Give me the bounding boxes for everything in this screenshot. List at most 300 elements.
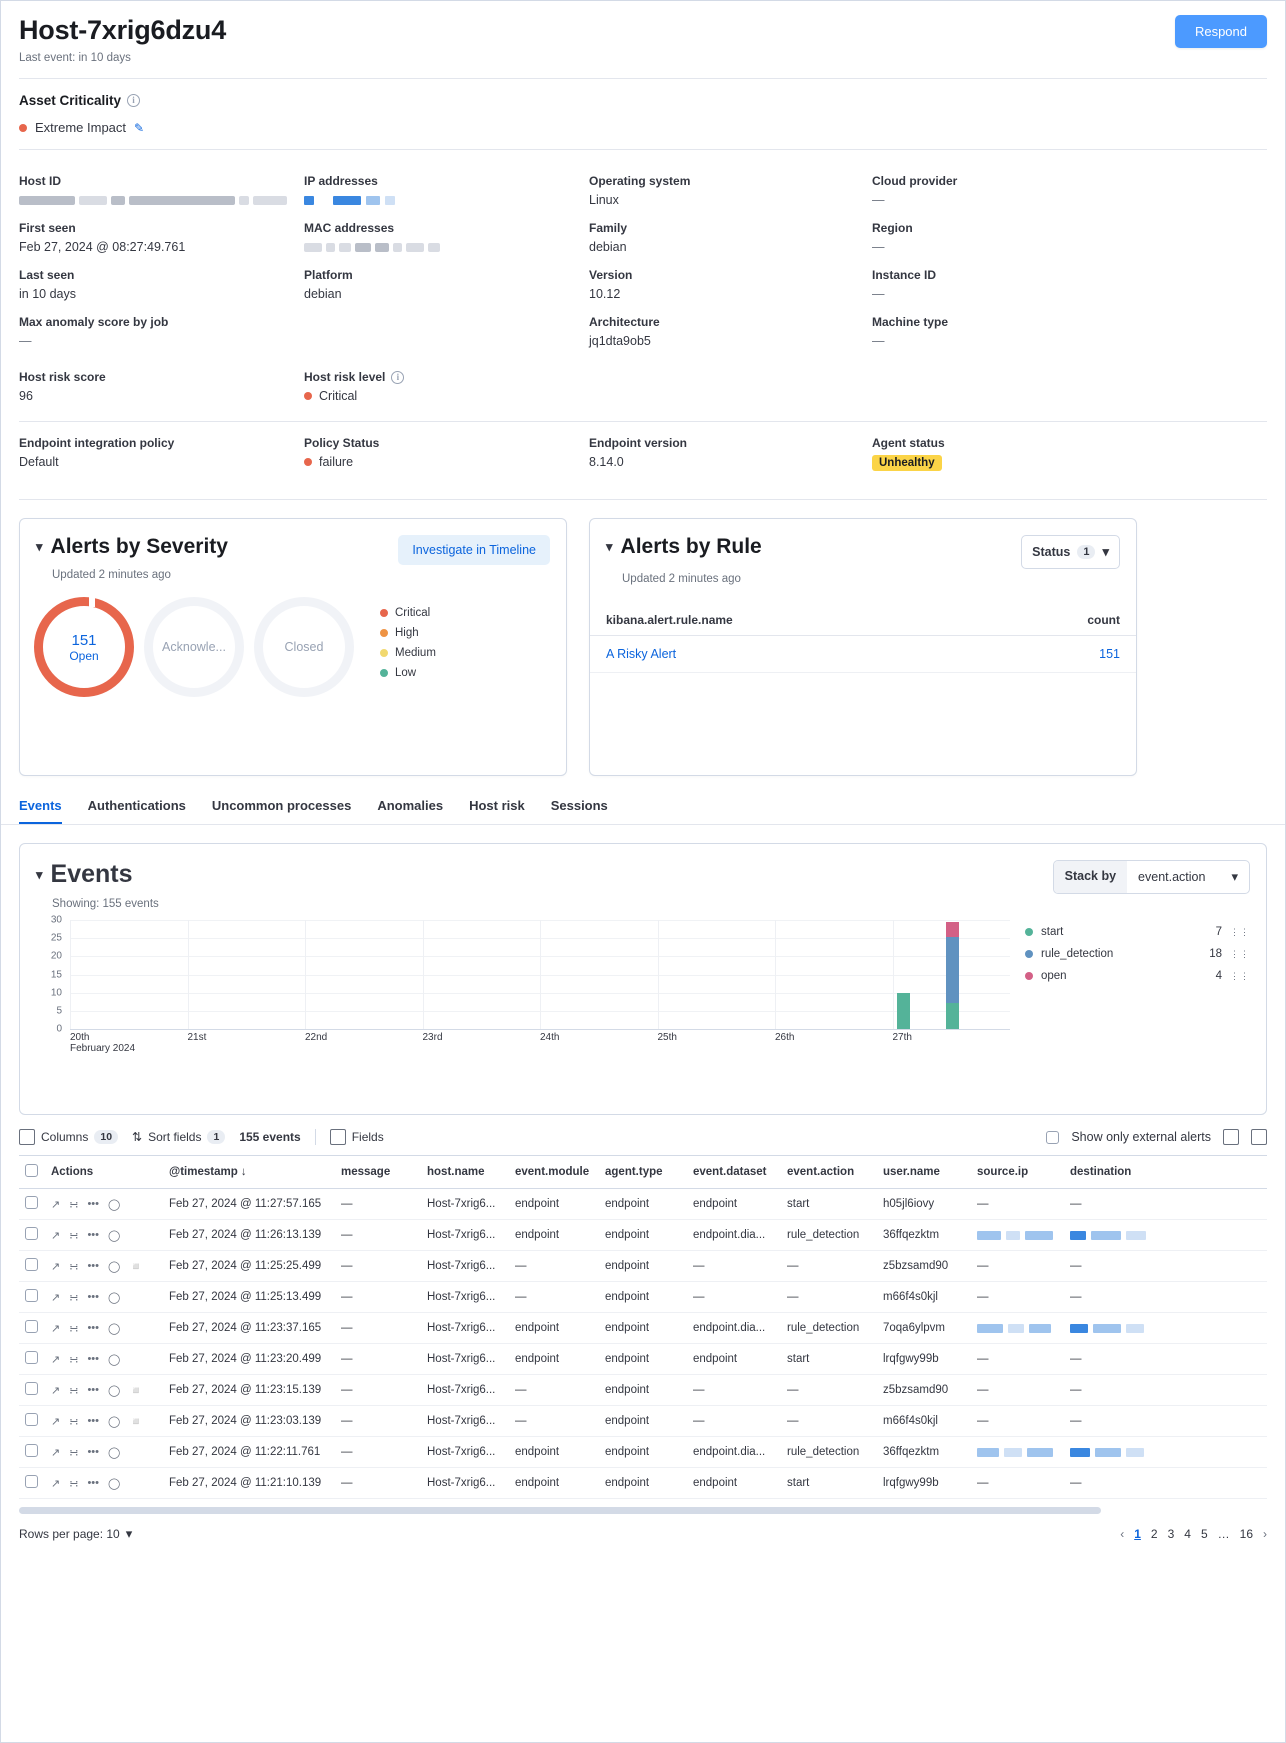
family-label: Family [589, 221, 628, 236]
cell-source-ip [971, 1437, 1064, 1468]
cell-host-name[interactable]: Host-7xrig6... [421, 1344, 509, 1375]
analyze-event-icon[interactable]: ∺ [69, 1260, 79, 1273]
session-view-icon[interactable]: ◯ [108, 1291, 121, 1304]
cell-event-module: endpoint [509, 1344, 599, 1375]
page-5[interactable]: 5 [1200, 1527, 1208, 1542]
cell-user-name[interactable]: h05jl6iovy [877, 1189, 971, 1220]
cell-event-dataset: endpoint.dia... [687, 1437, 781, 1468]
rule-panel-header [590, 519, 1136, 569]
region-value: — [872, 240, 885, 255]
row-checkbox[interactable] [25, 1475, 38, 1488]
cell-source-ip: — [971, 1406, 1064, 1437]
legend-item-low[interactable] [380, 667, 436, 679]
cell-agent-type: endpoint [599, 1189, 687, 1220]
sort-fields-button[interactable] [132, 1130, 225, 1144]
bar-open [946, 922, 959, 937]
cloud-provider-label: Cloud provider [872, 174, 958, 189]
risk-row-spacer-2 [872, 348, 1155, 403]
session-view-icon[interactable]: ◯ [108, 1477, 121, 1490]
chart-legend [1025, 926, 1250, 992]
endpoint-policy-block [19, 422, 304, 471]
tab-authentications[interactable]: Authentications [87, 798, 186, 814]
cell-source-ip: — [971, 1468, 1064, 1499]
cell-timestamp: Feb 27, 2024 @ 11:23:03.139 [163, 1406, 335, 1437]
platform-value: debian [304, 287, 342, 302]
events-histogram-panel [19, 843, 1267, 1115]
cell-host-name[interactable]: Host-7xrig6... [421, 1220, 509, 1251]
ytick-0: 0 [56, 1023, 62, 1035]
col-event-dataset[interactable]: event.dataset [687, 1156, 781, 1189]
table-toolbar [19, 1129, 1267, 1145]
machine-type-label: Machine type [872, 315, 949, 330]
analyze-event-icon[interactable]: ∺ [69, 1446, 79, 1459]
mac-addresses-value [304, 240, 579, 254]
analyze-event-icon[interactable]: ∺ [69, 1477, 79, 1490]
events-table [19, 1155, 1267, 1499]
alert-panels [1, 500, 1285, 776]
ytick-30: 30 [50, 914, 62, 926]
table-row[interactable] [19, 1437, 1267, 1468]
alerts-by-rule-panel [589, 518, 1137, 776]
more-actions-icon[interactable]: ••• [87, 1384, 99, 1397]
next-page-button[interactable]: › [1263, 1527, 1267, 1542]
version-value: 10.12 [589, 287, 621, 302]
cell-agent-type: endpoint [599, 1282, 687, 1313]
severity-panel-title: Alerts by Severity [50, 535, 228, 559]
endpoint-fields-row [1, 422, 1285, 481]
expand-icon[interactable]: ↗ [51, 1477, 61, 1490]
criticality-level: Extreme Impact [35, 120, 127, 136]
host-risk-level-label-row [304, 370, 579, 384]
col-user-name[interactable]: user.name [877, 1156, 971, 1189]
horizontal-scrollbar[interactable] [19, 1507, 1101, 1514]
cell-user-name[interactable]: z5bzsamd90 [877, 1375, 971, 1406]
row-checkbox[interactable] [25, 1196, 38, 1209]
session-view-icon[interactable]: ◯ [108, 1353, 121, 1366]
status-filter-count: 1 [1077, 545, 1095, 559]
risk-level-info-icon[interactable]: i [391, 371, 404, 384]
host-risk-level-block [304, 348, 589, 403]
prev-page-button[interactable]: ‹ [1120, 1527, 1125, 1542]
chart-legend-menu-icon[interactable]: ⋮⋮ [1230, 970, 1250, 981]
cell-event-module: — [509, 1251, 599, 1282]
analyze-event-icon[interactable]: ∺ [69, 1415, 79, 1428]
chart-legend-label-open: open [1041, 970, 1067, 983]
cell-source-ip [971, 1313, 1064, 1344]
cell-event-action: rule_detection [781, 1220, 877, 1251]
events-chart [36, 914, 1250, 1055]
chart-legend-item-start[interactable] [1025, 926, 1250, 938]
stack-by-value[interactable] [1127, 861, 1249, 893]
open-in-new-icon[interactable]: ◽ [129, 1415, 144, 1428]
analyze-event-icon[interactable]: ∺ [69, 1353, 79, 1366]
host-risk-level-value-row [304, 389, 579, 403]
max-anomaly-value: — [19, 334, 32, 349]
chevron-down-icon[interactable]: ▾ [36, 866, 43, 882]
ytick-15: 15 [50, 969, 62, 981]
analyze-event-icon[interactable]: ∺ [69, 1384, 79, 1397]
more-actions-icon[interactable]: ••• [87, 1198, 99, 1211]
region-label: Region [872, 221, 913, 236]
events-table-body [19, 1189, 1267, 1499]
table-row[interactable] [19, 1251, 1267, 1282]
host-risk-row [1, 348, 1285, 403]
investigate-in-timeline-button[interactable]: Investigate in Timeline [398, 535, 550, 565]
row-checkbox[interactable] [25, 1444, 38, 1457]
row-checkbox[interactable] [25, 1320, 38, 1333]
row-checkbox[interactable] [25, 1413, 38, 1426]
xlab-27th: 27th [892, 1032, 912, 1044]
instance-id-value: — [872, 287, 885, 302]
xlab-20th: 20th [70, 1032, 90, 1044]
col-agent-type[interactable]: agent.type [599, 1156, 687, 1189]
cell-event-action: — [781, 1282, 877, 1313]
chevron-down-icon[interactable]: ▾ [606, 539, 613, 555]
legend-item-high[interactable] [380, 627, 436, 639]
table-row[interactable] [19, 1313, 1267, 1344]
cell-host-name[interactable]: Host-7xrig6... [421, 1375, 509, 1406]
last-event-text: Last event: in 10 days [19, 52, 131, 65]
cell-timestamp: Feb 27, 2024 @ 11:27:57.165 [163, 1189, 335, 1220]
first-seen-value: Feb 27, 2024 @ 08:27:49.761 [19, 240, 186, 255]
chart-legend-item-open[interactable] [1025, 970, 1250, 982]
cell-event-module: endpoint [509, 1220, 599, 1251]
table-row[interactable] [19, 1375, 1267, 1406]
cell-message: — [335, 1375, 421, 1406]
xlab-25th: 25th [657, 1032, 677, 1044]
table-row[interactable] [19, 1189, 1267, 1220]
cell-message: — [335, 1344, 421, 1375]
density-icon[interactable] [1223, 1129, 1239, 1145]
events-table-header-row [19, 1156, 1267, 1189]
col-destination[interactable]: destination [1064, 1156, 1267, 1189]
info-icon[interactable]: i [127, 94, 140, 107]
cell-destination: — [1064, 1282, 1267, 1313]
expand-icon[interactable]: ↗ [51, 1260, 61, 1273]
expand-icon[interactable]: ↗ [51, 1291, 61, 1304]
chart-y-axis [36, 914, 66, 1035]
severity-panel-header [20, 519, 566, 565]
chevron-down-icon[interactable]: ▾ [36, 539, 43, 555]
legend-item-critical[interactable] [380, 607, 436, 619]
endpoint-policy-value: Default [19, 455, 59, 470]
cell-host-name[interactable]: Host-7xrig6... [421, 1468, 509, 1499]
analyze-event-icon[interactable]: ∺ [69, 1229, 79, 1242]
host-risk-level-label: Host risk level [304, 370, 386, 385]
tab-host-risk[interactable]: Host risk [469, 798, 525, 814]
cell-timestamp: Feb 27, 2024 @ 11:23:15.139 [163, 1375, 335, 1406]
risk-level-dot [304, 392, 312, 400]
row-checkbox[interactable] [25, 1382, 38, 1395]
endpoint-policy-label: Endpoint integration policy [19, 436, 175, 451]
col-host-name[interactable]: host.name [421, 1156, 509, 1189]
open-in-new-icon[interactable]: ◽ [129, 1384, 144, 1397]
columns-button[interactable] [19, 1129, 118, 1145]
cell-event-dataset: — [687, 1282, 781, 1313]
cell-user-name[interactable]: m66f4s0kjl [877, 1406, 971, 1437]
severity-panel-title-row [36, 535, 228, 559]
bar-start-prev [897, 993, 910, 1029]
risk-row-spacer-1 [589, 348, 872, 403]
fullscreen-icon[interactable] [1251, 1129, 1267, 1145]
rule-col-name: kibana.alert.rule.name [606, 613, 733, 628]
cell-user-name[interactable]: 36ffqezktm [877, 1220, 971, 1251]
row-checkbox[interactable] [25, 1289, 38, 1302]
more-actions-icon[interactable]: ••• [87, 1260, 99, 1273]
tab-uncommon-processes[interactable]: Uncommon processes [211, 798, 352, 814]
policy-status-value: failure [319, 455, 354, 470]
analyze-event-icon[interactable]: ∺ [69, 1198, 79, 1211]
cell-message: — [335, 1220, 421, 1251]
expand-icon[interactable]: ↗ [51, 1229, 61, 1242]
xlab-23rd: 23rd [422, 1032, 443, 1044]
events-count-text: 155 events [239, 1130, 301, 1145]
respond-button[interactable]: Respond [1175, 15, 1267, 48]
events-title: Events [50, 860, 133, 889]
chart-month-label: February 2024 [70, 1043, 136, 1055]
col-message[interactable]: message [335, 1156, 421, 1189]
col-timestamp[interactable]: @timestamp ↓ [163, 1156, 335, 1189]
cell-destination [1064, 1313, 1267, 1344]
session-view-icon[interactable]: ◯ [108, 1415, 121, 1428]
asset-criticality-section [1, 79, 1285, 145]
ip-addresses-value [304, 193, 579, 207]
events-panel-header [20, 844, 1266, 894]
policy-status-dot [304, 458, 312, 466]
cell-event-module: — [509, 1375, 599, 1406]
chart-legend-count-start: 7 [1215, 926, 1222, 939]
table-row[interactable] [19, 1220, 1267, 1251]
cell-host-name[interactable]: Host-7xrig6... [421, 1282, 509, 1313]
more-actions-icon[interactable]: ••• [87, 1322, 99, 1335]
more-actions-icon[interactable]: ••• [87, 1229, 99, 1242]
cell-source-ip [971, 1220, 1064, 1251]
cell-agent-type: endpoint [599, 1375, 687, 1406]
host-risk-score-block [19, 348, 304, 403]
cell-event-action: — [781, 1251, 877, 1282]
cell-message: — [335, 1406, 421, 1437]
cell-user-name[interactable]: 7oqa6ylpvm [877, 1313, 971, 1344]
cell-event-action: start [781, 1344, 877, 1375]
cell-host-name[interactable]: Host-7xrig6... [421, 1189, 509, 1220]
cell-message: — [335, 1468, 421, 1499]
cell-user-name[interactable]: m66f4s0kjl [877, 1282, 971, 1313]
cell-timestamp: Feb 27, 2024 @ 11:26:13.139 [163, 1220, 335, 1251]
session-view-icon[interactable]: ◯ [108, 1322, 121, 1335]
cell-destination [1064, 1437, 1267, 1468]
expand-icon[interactable]: ↗ [51, 1353, 61, 1366]
chart-legend-count-open: 4 [1215, 970, 1222, 983]
cell-timestamp: Feb 27, 2024 @ 11:22:11.761 [163, 1437, 335, 1468]
more-actions-icon[interactable]: ••• [87, 1353, 99, 1366]
cell-user-name[interactable]: z5bzsamd90 [877, 1251, 971, 1282]
version-label: Version [589, 268, 633, 283]
page-2[interactable]: 2 [1150, 1527, 1158, 1542]
expand-icon[interactable]: ↗ [51, 1198, 61, 1211]
cell-destination: — [1064, 1375, 1267, 1406]
pagination [1120, 1527, 1267, 1541]
page-1[interactable]: 1 [1134, 1527, 1141, 1542]
select-all-checkbox[interactable] [25, 1164, 38, 1177]
mac-addresses-label: MAC addresses [304, 221, 395, 236]
expand-icon[interactable]: ↗ [51, 1446, 61, 1459]
cell-event-module: endpoint [509, 1437, 599, 1468]
col-event-action[interactable]: event.action [781, 1156, 877, 1189]
session-view-icon[interactable]: ◯ [108, 1384, 121, 1397]
rows-per-page-label: Rows per page: 10 [19, 1527, 120, 1542]
cell-user-name[interactable]: 36ffqezktm [877, 1437, 971, 1468]
cell-event-dataset: — [687, 1406, 781, 1437]
chevron-down-icon: ▾ [1102, 544, 1109, 560]
donut-open-label: Open [69, 648, 99, 663]
row-checkbox[interactable] [25, 1351, 38, 1364]
donut-open[interactable] [34, 597, 134, 697]
rows-per-page-button[interactable] [19, 1526, 132, 1542]
donut-acknowledged[interactable] [144, 597, 244, 697]
chart-legend-item-rule-detection[interactable] [1025, 948, 1250, 960]
policy-status-block [304, 422, 589, 471]
cell-event-dataset: endpoint [687, 1344, 781, 1375]
agent-status-label: Agent status [872, 436, 945, 451]
col-event-module[interactable]: event.module [509, 1156, 599, 1189]
table-row[interactable] [19, 1282, 1267, 1313]
status-filter-button[interactable] [1021, 535, 1120, 569]
rule-count-link[interactable]: 151 [1099, 647, 1120, 662]
chart-legend-count-rule-detection: 18 [1209, 948, 1222, 961]
analyze-event-icon[interactable]: ∺ [69, 1322, 79, 1335]
cell-agent-type: endpoint [599, 1437, 687, 1468]
legend-item-medium[interactable] [380, 647, 436, 659]
cell-timestamp: Feb 27, 2024 @ 11:21:10.139 [163, 1468, 335, 1499]
row-checkbox[interactable] [25, 1227, 38, 1240]
cell-host-name[interactable]: Host-7xrig6... [421, 1437, 509, 1468]
cell-event-dataset: endpoint [687, 1189, 781, 1220]
rule-panel-title-row [606, 535, 762, 559]
open-in-new-icon[interactable]: ◽ [129, 1260, 144, 1273]
agent-status-block [872, 422, 1155, 471]
more-actions-icon[interactable]: ••• [87, 1291, 99, 1304]
ytick-25: 25 [50, 932, 62, 944]
row-checkbox[interactable] [25, 1258, 38, 1271]
cell-message: — [335, 1282, 421, 1313]
col-source-ip[interactable]: source.ip [971, 1156, 1064, 1189]
tab-sessions[interactable]: Sessions [550, 798, 608, 814]
ip-addresses-label: IP addresses [304, 174, 378, 189]
session-view-icon[interactable]: ◯ [108, 1446, 121, 1459]
more-actions-icon[interactable]: ••• [87, 1446, 99, 1459]
edit-pencil-icon[interactable]: ✎ [134, 120, 145, 135]
table-row[interactable] [19, 1468, 1267, 1499]
cell-user-name[interactable]: lrqfgwy99b [877, 1344, 971, 1375]
xlab-21st: 21st [187, 1032, 207, 1044]
table-row[interactable] [19, 1344, 1267, 1375]
analyze-event-icon[interactable]: ∺ [69, 1291, 79, 1304]
cell-event-action: — [781, 1406, 877, 1437]
session-view-icon[interactable]: ◯ [108, 1198, 121, 1211]
bar-start [946, 1003, 959, 1029]
first-seen-label: First seen [19, 221, 76, 236]
host-fields-grid [1, 150, 1285, 348]
session-view-icon[interactable]: ◯ [108, 1229, 121, 1242]
asset-criticality-title [19, 93, 1267, 108]
session-view-icon[interactable]: ◯ [108, 1260, 121, 1273]
xlab-26th: 26th [775, 1032, 795, 1044]
donut-closed[interactable] [254, 597, 354, 697]
toolbar-right-group [1046, 1129, 1267, 1145]
chart-legend-menu-icon[interactable]: ⋮⋮ [1230, 926, 1250, 937]
cloud-provider-value: — [872, 193, 885, 208]
bar-rule-detection [946, 937, 959, 1003]
tab-events[interactable]: Events [19, 798, 62, 824]
chart-legend-label-start: start [1041, 926, 1064, 939]
donut-open-value: 151 [71, 631, 97, 649]
events-showing-text: Showing: 155 events [52, 898, 159, 911]
more-actions-icon[interactable]: ••• [87, 1415, 99, 1428]
columns-icon [19, 1129, 35, 1145]
fields-button[interactable] [315, 1129, 384, 1145]
policy-status-value-row [304, 455, 579, 469]
tab-anomalies[interactable]: Anomalies [377, 798, 444, 814]
columns-count: 10 [94, 1130, 118, 1144]
fields-column-2 [304, 160, 589, 348]
cell-timestamp: Feb 27, 2024 @ 11:23:37.165 [163, 1313, 335, 1344]
rule-table-row[interactable] [590, 636, 1136, 673]
page-header [1, 1, 1285, 74]
page-16[interactable]: 16 [1239, 1527, 1253, 1542]
cell-source-ip: — [971, 1282, 1064, 1313]
cell-host-name[interactable]: Host-7xrig6... [421, 1406, 509, 1437]
cell-event-action: rule_detection [781, 1313, 877, 1344]
endpoint-version-block [589, 422, 872, 471]
cell-event-module: endpoint [509, 1468, 599, 1499]
fields-icon [330, 1129, 346, 1145]
host-id-label: Host ID [19, 174, 61, 189]
cell-agent-type: endpoint [599, 1313, 687, 1344]
page-3[interactable]: 3 [1167, 1527, 1175, 1542]
page-4[interactable]: 4 [1184, 1527, 1191, 1542]
legend-label-high: High [395, 627, 419, 640]
severity-updated-text: Updated 2 minutes ago [52, 569, 171, 582]
expand-icon[interactable]: ↗ [51, 1322, 61, 1335]
cell-message: — [335, 1251, 421, 1282]
cell-event-dataset: endpoint [687, 1468, 781, 1499]
stack-by-control[interactable] [1053, 860, 1250, 894]
legend-label-critical: Critical [395, 607, 431, 620]
cell-user-name[interactable]: lrqfgwy99b [877, 1468, 971, 1499]
cell-destination [1064, 1220, 1267, 1251]
legend-label-low: Low [395, 667, 417, 680]
cell-event-action: rule_detection [781, 1437, 877, 1468]
xlab-22nd: 22nd [305, 1032, 328, 1044]
more-actions-icon[interactable]: ••• [87, 1477, 99, 1490]
rule-name-link[interactable]: A Risky Alert [606, 647, 677, 662]
cell-host-name[interactable]: Host-7xrig6... [421, 1251, 509, 1282]
expand-icon[interactable]: ↗ [51, 1384, 61, 1397]
cell-event-module: — [509, 1282, 599, 1313]
machine-type-value: — [872, 334, 885, 349]
select-all-header [19, 1156, 45, 1189]
cell-destination: — [1064, 1344, 1267, 1375]
external-alerts-checkbox[interactable] [1046, 1131, 1059, 1144]
fields-column-3 [589, 160, 872, 348]
host-tabs [1, 776, 1285, 825]
chart-legend-menu-icon[interactable]: ⋮⋮ [1230, 948, 1250, 959]
cell-host-name[interactable]: Host-7xrig6... [421, 1313, 509, 1344]
expand-icon[interactable]: ↗ [51, 1415, 61, 1428]
ytick-5: 5 [56, 1005, 62, 1017]
table-row[interactable] [19, 1406, 1267, 1437]
donut-closed-label: Closed [284, 640, 324, 655]
